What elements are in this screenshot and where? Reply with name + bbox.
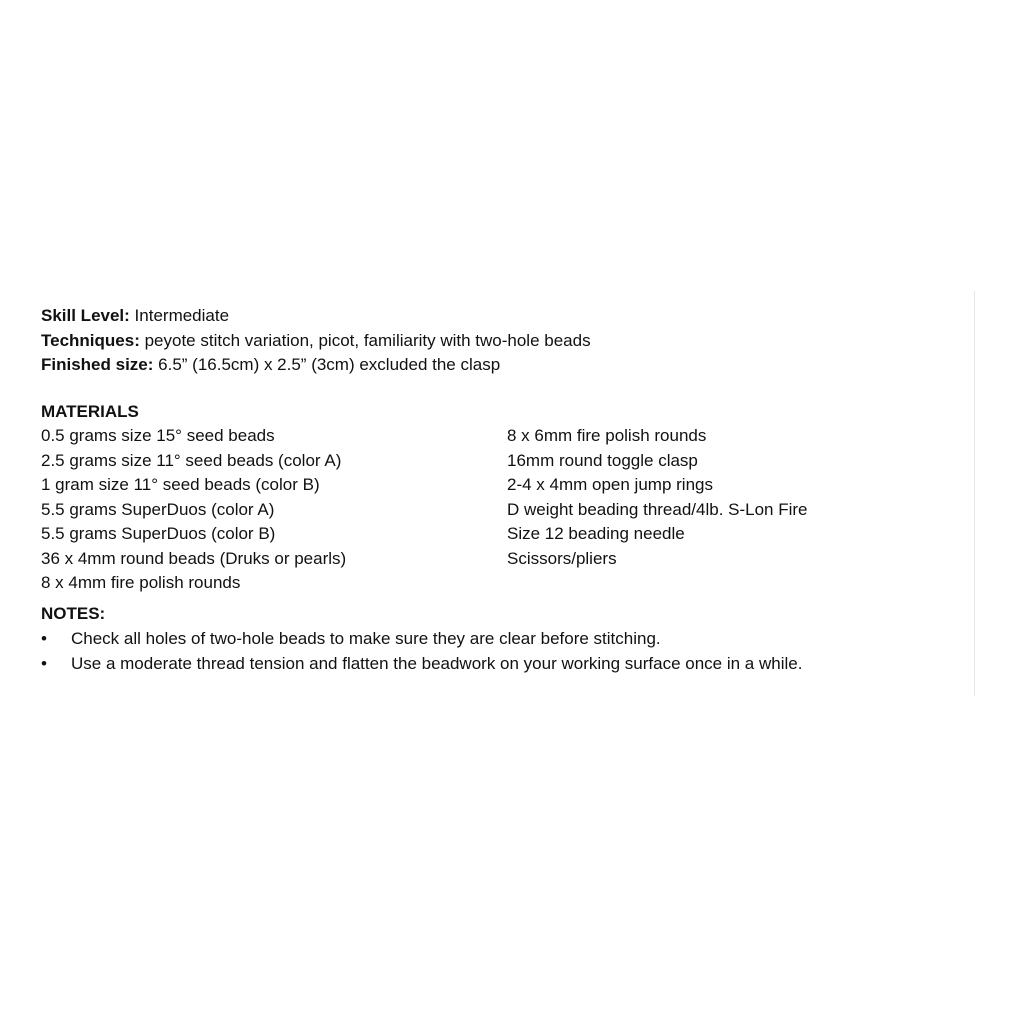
material-item: 16mm round toggle clasp [507,450,698,470]
bullet-icon: • [41,629,47,648]
note-text: Use a moderate thread tension and flatten the beadwork on your working surface once in a while. [71,654,803,673]
material-item: 1 gram size 11° seed beads (color B) [41,475,320,494]
techniques-value: peyote stitch variation, picot, familiarity with two-hole beads [139,330,591,350]
material-item: 5.5 grams SuperDuos (color B) [41,524,276,543]
materials-columns [41,424,961,596]
material-item: 36 x 4mm round beads (Druks or pearls) [41,548,347,568]
notes-list [41,626,961,676]
skill-level-label: Skill Level: [41,306,130,325]
notes-heading: NOTES: [41,603,106,623]
material-item: Scissors/pliers [507,548,617,568]
material-item: 2-4 x 4mm open jump rings [507,475,713,494]
materials-right-column [507,424,947,596]
page-edge-divider [974,291,975,696]
material-item: 0.5 grams size 15° seed beads [41,426,275,445]
note-item [41,651,961,676]
material-item: 5.5 grams SuperDuos (color A) [41,499,275,519]
material-item: 8 x 4mm fire polish rounds [41,573,241,592]
material-item: Size 12 beading needle [507,524,685,543]
note-item [41,626,961,651]
techniques-line [41,329,961,354]
finished-size-label: Finished size: [41,355,154,374]
material-item: 2.5 grams size 11° seed beads (color A) [41,450,342,470]
skill-level-value: Intermediate [129,306,230,325]
materials-left-column [41,424,507,596]
materials-heading: MATERIALS [41,401,139,421]
finished-size-line [41,353,961,378]
bullet-icon: • [41,654,47,673]
note-text: Check all holes of two-hole beads to make sure they are clear before stitching. [71,629,661,648]
techniques-label: Techniques: [41,330,140,350]
finished-size-value: 6.5” (16.5cm) x 2.5” (3cm) excluded the clasp [153,355,501,374]
material-item: 8 x 6mm fire polish rounds [507,426,707,445]
material-item: D weight beading thread/4lb. S-Lon Fire [507,499,808,519]
pattern-document [41,304,961,676]
skill-level-line [41,304,961,329]
